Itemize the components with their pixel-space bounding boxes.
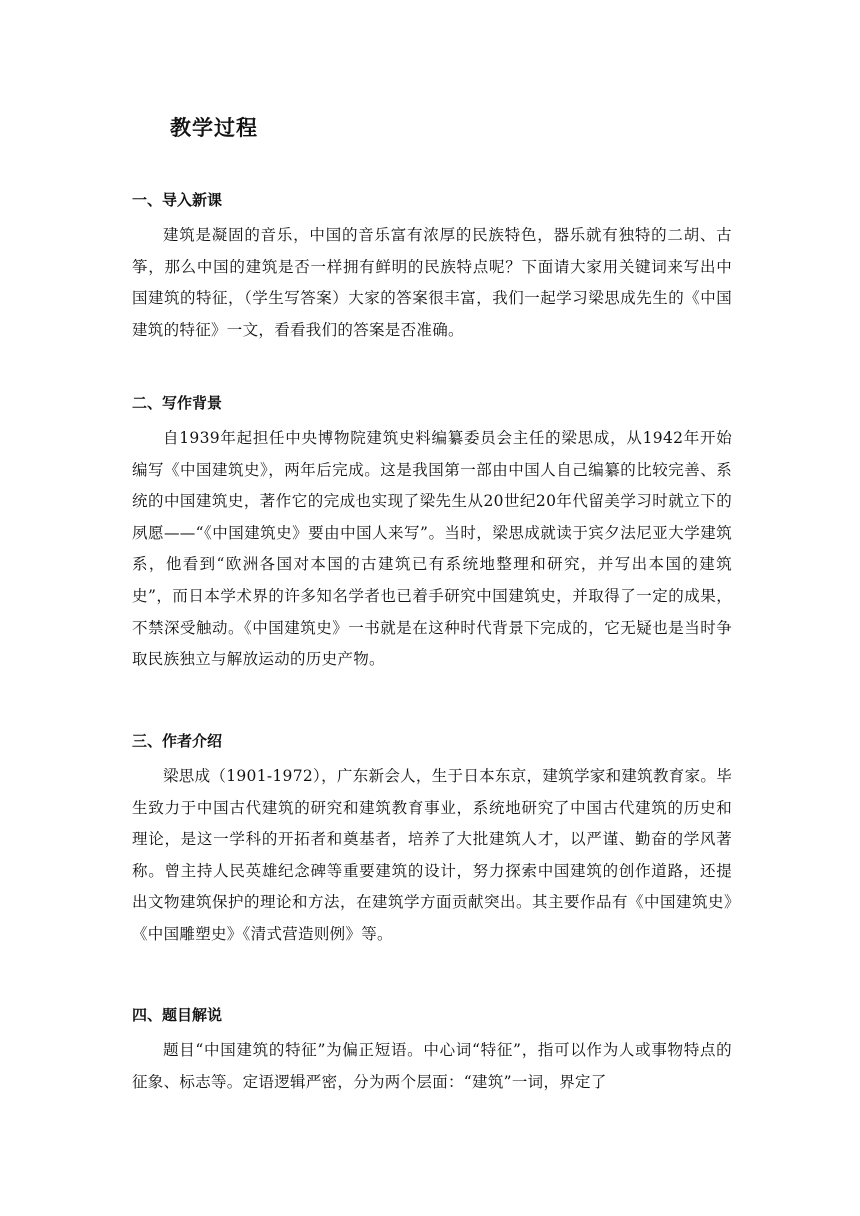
section-heading: 四、题目解说 [132,1006,223,1024]
section-author [132,729,732,951]
section-paragraph: 自1939年起担任中央博物院建筑史料编纂委员会主任的梁思成，从1942年开始编写《中国建筑史》，两年后完成。这是我国第一部由中国人自己编纂的比较完善、系统的中国建筑史，著作它的完成也实现了梁先生从20世纪20年代留美学习时就立下的夙愿——“《中国建筑史》要由中国人来写”。当时，梁思成就读于宾夕法尼亚大学建筑系，他看到“欧洲各国对本国的古建筑已有系统地整理和研究，并写出本国的建筑史”，而日本学术界的许多知名学者也已着手研究中国建筑史，并取得了一定的成果，不禁深受触动。《中国建筑史》一书就是在这种时代背景下完成的，它无疑也是当时争取民族独立与解放运动的历史产物。 [132,429,732,669]
section-intro [132,188,732,346]
section-heading: 二、写作背景 [132,394,223,412]
section-paragraph: 题目“中国建筑的特征”为偏正短语。中心词“特征”，指可以作为人或事物特点的征象、标志等。定语逻辑严密，分为两个层面：“建筑”一词，界定了 [132,1041,732,1091]
section-paragraph: 梁思成（1901-1972），广东新会人，生于日本东京，建筑学家和建筑教育家。毕生致力于中国古代建筑的研究和建筑教育事业，系统地研究了中国古代建筑的历史和理论，是这一学科的开拓者和奠基者，培养了大批建筑人才，以严谨、勤奋的学风著称。曾主持人民英雄纪念碑等重要建筑的设计，努力探索中国建筑的创作道路，还提出文物建筑保护的理论和方法，在建筑学方面贡献突出。其主要作品有《中国建筑史》《中国雕塑史》《清式营造则例》等。 [132,767,732,943]
section-paragraph: 建筑是凝固的音乐，中国的音乐富有浓厚的民族特色，器乐就有独特的二胡、古筝，那么中国的建筑是否一样拥有鲜明的民族特点呢？下面请大家用关键词来写出中国建筑的特征，（学生写答案）大家的答案很丰富，我们一起学习梁思成先生的《中国建筑的特征》一文，看看我们的答案是否准确。 [132,226,732,339]
section-title-explanation [132,1003,732,1098]
document-title: 教学过程 [170,116,258,140]
section-heading: 一、导入新课 [132,191,223,209]
section-heading: 三、作者介绍 [132,732,223,750]
section-background [132,391,732,676]
